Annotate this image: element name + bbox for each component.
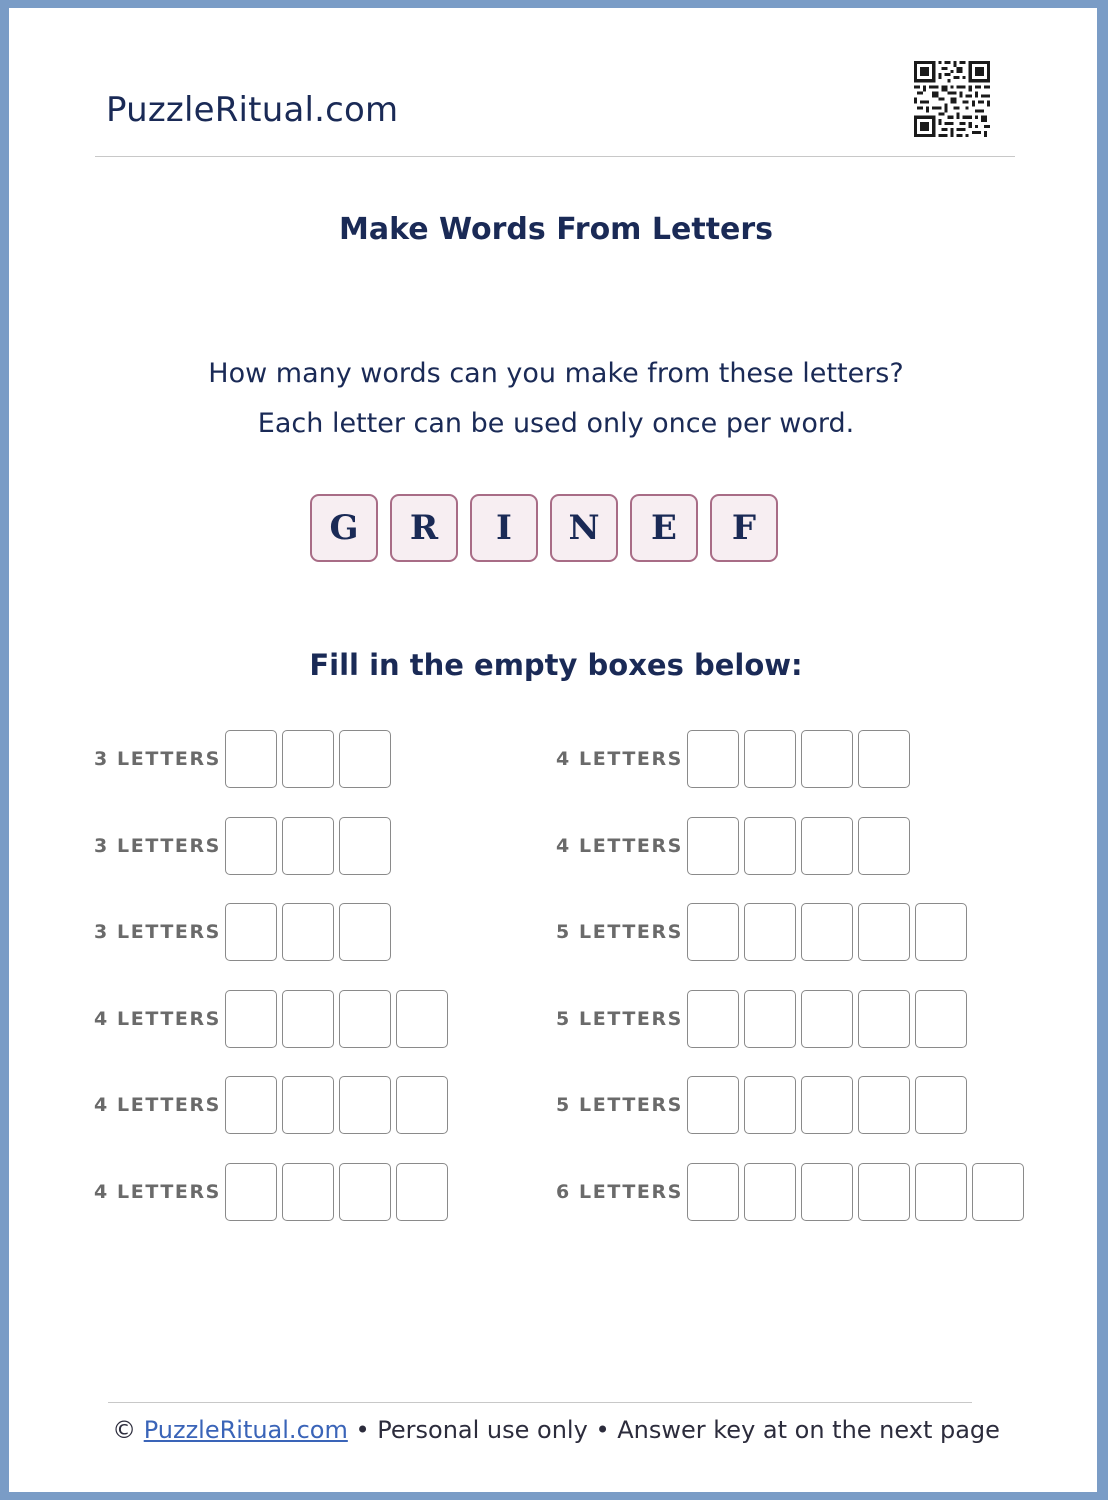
empty-letter-box[interactable] xyxy=(687,1163,739,1221)
empty-letter-box[interactable] xyxy=(744,903,796,961)
empty-letter-box[interactable] xyxy=(687,990,739,1048)
empty-letter-box[interactable] xyxy=(858,1163,910,1221)
row-length-label: 4 LETTERS xyxy=(94,1094,221,1116)
header-divider xyxy=(95,156,1015,157)
empty-letter-box[interactable] xyxy=(396,990,448,1048)
empty-letter-box[interactable] xyxy=(972,1163,1024,1221)
empty-letter-box[interactable] xyxy=(744,817,796,875)
word-row xyxy=(556,730,910,788)
empty-letter-box[interactable] xyxy=(282,1163,334,1221)
letter-boxes xyxy=(687,903,967,961)
letter-tiles xyxy=(310,494,778,562)
footer-divider xyxy=(108,1402,972,1403)
word-row xyxy=(94,817,391,875)
letter-boxes xyxy=(225,1076,448,1134)
letter-tile: E xyxy=(630,494,698,562)
empty-letter-box[interactable] xyxy=(858,817,910,875)
empty-letter-box[interactable] xyxy=(282,730,334,788)
empty-letter-box[interactable] xyxy=(282,1076,334,1134)
footer-bullet: • xyxy=(595,1416,610,1444)
row-length-label: 6 LETTERS xyxy=(556,1180,683,1203)
empty-letter-box[interactable] xyxy=(687,730,739,788)
empty-letter-box[interactable] xyxy=(744,1076,796,1134)
empty-letter-box[interactable] xyxy=(339,903,391,961)
empty-letter-box[interactable] xyxy=(225,990,277,1048)
letter-boxes xyxy=(225,1163,448,1221)
empty-letter-box[interactable] xyxy=(339,1163,391,1221)
letter-boxes xyxy=(687,1163,1024,1221)
empty-letter-box[interactable] xyxy=(225,1076,277,1134)
word-row xyxy=(94,990,448,1048)
empty-letter-box[interactable] xyxy=(687,817,739,875)
empty-letter-box[interactable] xyxy=(801,903,853,961)
letter-boxes xyxy=(687,1076,967,1134)
empty-letter-box[interactable] xyxy=(282,903,334,961)
word-row xyxy=(94,1163,448,1221)
empty-letter-box[interactable] xyxy=(282,990,334,1048)
row-length-label: 5 LETTERS xyxy=(556,1094,683,1116)
letter-boxes xyxy=(225,990,448,1048)
word-row xyxy=(94,730,391,788)
letter-tile: F xyxy=(710,494,778,562)
empty-letter-box[interactable] xyxy=(339,817,391,875)
footer-personal-use: Personal use only xyxy=(377,1416,588,1444)
empty-letter-box[interactable] xyxy=(801,730,853,788)
letter-boxes xyxy=(225,903,391,961)
empty-letter-box[interactable] xyxy=(858,1076,910,1134)
word-row xyxy=(556,817,910,875)
copyright-symbol: © xyxy=(112,1416,137,1444)
word-row xyxy=(556,1076,967,1134)
empty-letter-box[interactable] xyxy=(801,1163,853,1221)
letter-tile: N xyxy=(550,494,618,562)
letter-tile: G xyxy=(310,494,378,562)
letter-boxes xyxy=(225,730,391,788)
letter-boxes xyxy=(687,730,910,788)
footer-answer-note: Answer key at on the next page xyxy=(617,1416,1000,1444)
empty-letter-box[interactable] xyxy=(915,1163,967,1221)
empty-letter-box[interactable] xyxy=(282,817,334,875)
empty-letter-box[interactable] xyxy=(801,1076,853,1134)
row-length-label: 3 LETTERS xyxy=(94,921,221,943)
letter-tile: I xyxy=(470,494,538,562)
word-row xyxy=(556,1163,1024,1221)
empty-letter-box[interactable] xyxy=(744,990,796,1048)
instruction-line-2: Each letter can be used only once per word. xyxy=(257,408,855,439)
empty-letter-box[interactable] xyxy=(339,1076,391,1134)
empty-letter-box[interactable] xyxy=(744,1163,796,1221)
row-length-label: 4 LETTERS xyxy=(556,748,683,770)
fill-prompt: Fill in the empty boxes below: xyxy=(309,648,803,682)
empty-letter-box[interactable] xyxy=(801,817,853,875)
letter-tile: R xyxy=(390,494,458,562)
row-length-label: 4 LETTERS xyxy=(94,1180,221,1203)
row-length-label: 5 LETTERS xyxy=(556,921,683,943)
word-row xyxy=(556,990,967,1048)
letter-boxes xyxy=(225,817,391,875)
row-length-label: 3 LETTERS xyxy=(94,748,221,770)
empty-letter-box[interactable] xyxy=(858,990,910,1048)
letter-boxes xyxy=(687,817,910,875)
letter-boxes xyxy=(687,990,967,1048)
empty-letter-box[interactable] xyxy=(396,1163,448,1221)
empty-letter-box[interactable] xyxy=(801,990,853,1048)
worksheet-page xyxy=(9,8,1097,1492)
qr-code-icon[interactable] xyxy=(914,61,990,137)
empty-letter-box[interactable] xyxy=(396,1076,448,1134)
row-length-label: 3 LETTERS xyxy=(94,834,221,857)
word-row xyxy=(556,903,967,961)
site-name: PuzzleRitual.com xyxy=(106,90,399,130)
empty-letter-box[interactable] xyxy=(687,1076,739,1134)
empty-letter-box[interactable] xyxy=(915,903,967,961)
empty-letter-box[interactable] xyxy=(339,730,391,788)
footer-site-link[interactable]: PuzzleRitual.com xyxy=(143,1416,348,1444)
page-title: Make Words From Letters xyxy=(338,212,774,247)
empty-letter-box[interactable] xyxy=(915,990,967,1048)
footer xyxy=(9,1416,1103,1444)
empty-letter-box[interactable] xyxy=(744,730,796,788)
row-length-label: 4 LETTERS xyxy=(556,834,683,857)
empty-letter-box[interactable] xyxy=(225,730,277,788)
empty-letter-box[interactable] xyxy=(225,903,277,961)
word-row xyxy=(94,903,391,961)
footer-bullet: • xyxy=(355,1416,370,1444)
empty-letter-box[interactable] xyxy=(339,990,391,1048)
row-length-label: 4 LETTERS xyxy=(94,1007,221,1030)
empty-letter-box[interactable] xyxy=(225,1163,277,1221)
empty-letter-box[interactable] xyxy=(915,1076,967,1134)
empty-letter-box[interactable] xyxy=(225,817,277,875)
word-row xyxy=(94,1076,448,1134)
empty-letter-box[interactable] xyxy=(858,903,910,961)
instruction-line-1: How many words can you make from these letters? xyxy=(208,358,904,389)
row-length-label: 5 LETTERS xyxy=(556,1007,683,1030)
empty-letter-box[interactable] xyxy=(687,903,739,961)
empty-letter-box[interactable] xyxy=(858,730,910,788)
